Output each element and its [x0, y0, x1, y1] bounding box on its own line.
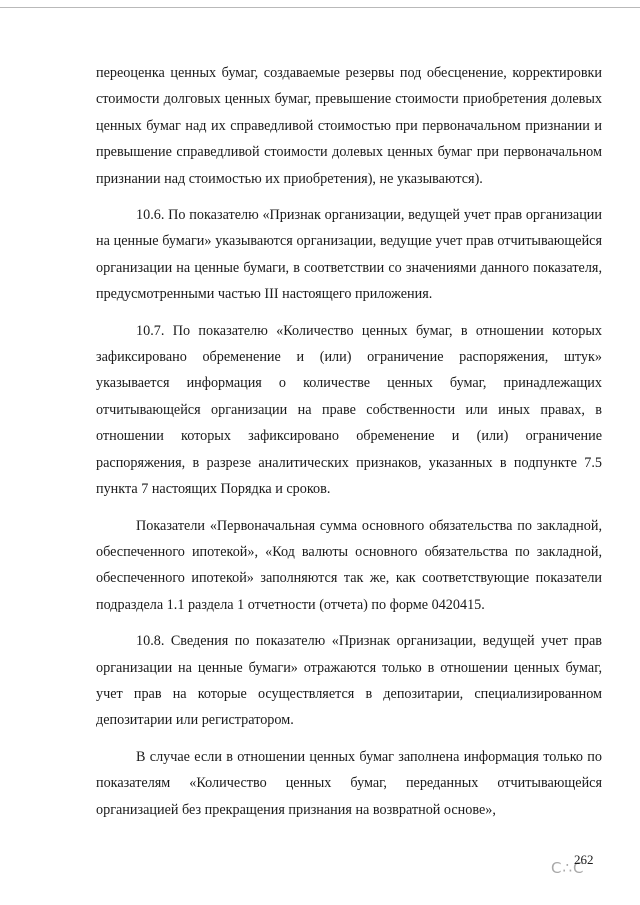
paragraph-10-7: 10.7. По показателю «Количество ценных бумаг, в отношении которых зафиксировано обременение и (или) ограничение распоряжения, штук» указывается информация о количестве ценных бумаг, принадлежащих отчитывающейся организации на праве собственности или иных правах, в отношении которых зафиксировано обременение и (или) ограничение распоряжения, в разрезе аналитических признаков, указанных в подпункте 7.5 пункта 7 настоящих Порядка и сроков. [96, 322, 602, 498]
page-number: 262 [574, 852, 594, 867]
scan-edge-line [0, 7, 640, 8]
body-text [96, 60, 602, 833]
paragraph-indicators: Показатели «Первоначальная сумма основного обязательства по закладной, обеспеченного ипотекой», «Код валюты основного обязательства по закладной, обеспеченного ипотекой» заполняются так же, как соответствующие показатели подраздела 1.1 раздела 1 отчетности (отчета) по форме 0420415. [96, 517, 602, 613]
faint-stamp-mark: С∴С [551, 859, 585, 877]
paragraph-10-8: 10.8. Сведения по показателю «Признак организации, ведущей учет прав организации на ценные бумаги» отражаются только в отношении ценных бумаг, учет прав на которые осуществляется в депозитарии, специализированном депозитарии или регистратором. [96, 633, 602, 729]
paragraph-10-6: 10.6. По показателю «Признак организации, ведущей учет прав организации на ценные бумаги» указываются организации, ведущие учет прав отчитывающейся организации на ценные бумаги, в соответствии со значениями данного показателя, предусмотренными частью III настоящего приложения. [96, 207, 602, 303]
paragraph-continuation: переоценка ценных бумаг, создаваемые резервы под обесценение, корректировки стоимости долговых ценных бумаг, превышение стоимости приобретения долевых ценных бумаг над их справедливой стоимостью при первоначальном признании и превышение справедливой стоимости долевых ценных бумаг при первоначальном признании над стоимостью их приобретения), не указываются). [96, 65, 602, 187]
paragraph-case: В случае если в отношении ценных бумаг заполнена информация только по показателям «Количество ценных бумаг, переданных отчитывающейся организацией без прекращения признания на возвратной основе», [96, 748, 602, 818]
